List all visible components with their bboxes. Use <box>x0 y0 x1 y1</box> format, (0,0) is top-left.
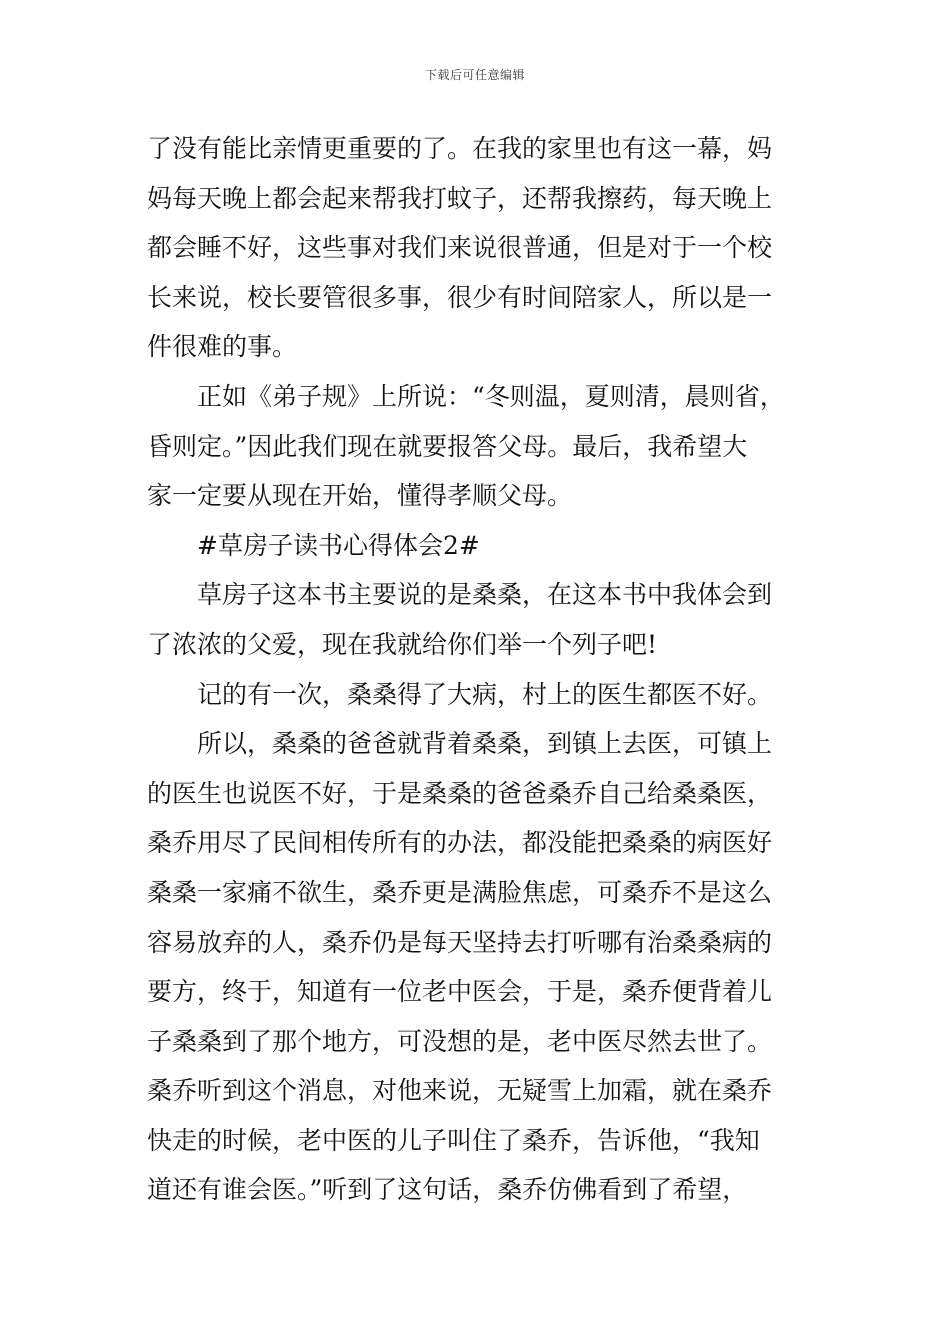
document-body <box>147 124 827 1215</box>
text-line: 桑桑一家痛不欲生，桑乔更是满脸焦虑，可桑乔不是这么 <box>147 877 773 907</box>
text-line: 都会睡不好，这些事对我们来说很普通，但是对于一个校 <box>147 233 773 263</box>
text-line: 桑乔用尽了民间相传所有的办法，都没能把桑桑的病医好 <box>147 828 773 858</box>
text-line: 要方，终于，知道有一位老中医会，于是，桑乔便背着儿 <box>147 977 773 1007</box>
section-heading: #草房子读书心得体会2# <box>197 530 480 560</box>
text-line: 件很难的事。 <box>147 332 298 362</box>
text-line: 所以，桑桑的爸爸就背着桑桑，到镇上去医，可镇上 <box>197 729 773 759</box>
text-line: 道还有谁会医。”听到了这句话，桑乔仿佛看到了希望， <box>147 1175 748 1205</box>
text-line: 妈每天晚上都会起来帮我打蚊子，还帮我擦药，每天晚上 <box>147 183 773 213</box>
text-line: 正如《弟子规》上所说：“冬则温，夏则清，晨则省， <box>197 381 785 411</box>
text-line: 长来说，校长要管很多事，很少有时间陪家人，所以是一 <box>147 282 773 312</box>
text-line: 昏则定。”因此我们现在就要报答父母。最后，我希望大 <box>147 431 748 461</box>
text-line: 家一定要从现在开始，懂得孝顺父母。 <box>147 481 573 511</box>
text-line: 子桑桑到了那个地方，可没想的是，老中医尽然去世了。 <box>147 1026 773 1056</box>
text-line: 记的有一次，桑桑得了大病，村上的医生都医不好。 <box>197 679 773 709</box>
text-line: 了没有能比亲情更重要的了。在我的家里也有这一幕，妈 <box>147 134 773 163</box>
page-header: 下载后可任意编辑 <box>424 68 525 82</box>
text-line: 桑乔听到这个消息，对他来说，无疑雪上加霜，就在桑乔 <box>147 1076 773 1106</box>
text-line: 的医生也说医不好，于是桑桑的爸爸桑乔自己给桑桑医， <box>147 778 773 808</box>
text-line: 了浓浓的父爱，现在我就给你们举一个列子吧! <box>147 629 658 659</box>
text-line: 草房子这本书主要说的是桑桑，在这本书中我体会到 <box>197 580 773 610</box>
text-line: 快走的时候，老中医的儿子叫住了桑乔，告诉他，“我知 <box>147 1125 760 1155</box>
text-line: 容易放弃的人，桑乔仍是每天坚持去打听哪有治桑桑病的 <box>147 927 773 957</box>
